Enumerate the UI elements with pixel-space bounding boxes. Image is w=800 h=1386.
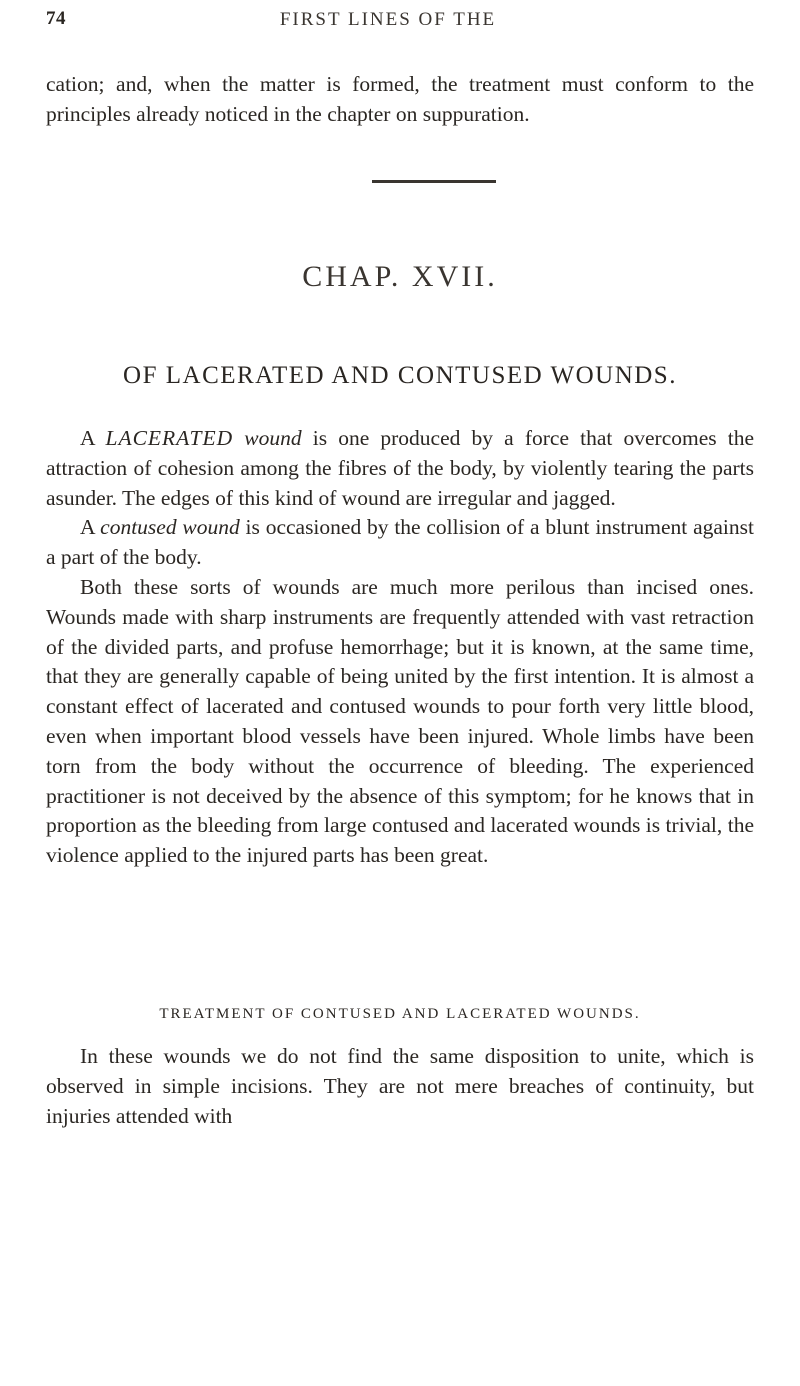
term-contused: contused wound (100, 515, 240, 540)
term-lacerated: LACERATED (105, 426, 234, 450)
paragraph-treatment: In these wounds we do not find the same disposition to unite, which is observed in simple incisions. They are not mere breaches of continuity, but injuries attended with (46, 1044, 754, 1128)
page-number: 74 (46, 8, 66, 29)
intro-text (46, 70, 754, 130)
intro-paragraph: cation; and, when the matter is formed, the treatment must conform to the principles already noticed in the chapter on suppuration. (46, 72, 754, 126)
paragraph-perilous: Both these sorts of wounds are much more perilous than incised ones. Wounds made with sharp instruments are frequently attended with vast retraction of the divided parts, and profuse hemorrhage; but it is known, at the same time, that they are generally capable of being united by the first intention. It is almost a constant effect of lacerated and contused wounds to pour forth very little blood, even when important blood vessels have been injured. Whole limbs have been torn from the body without the occurrence of bleeding. The experienced practitioner is not deceived by the absence of this symptom; for he knows that in proportion as the bleeding from large contused and lacerated wounds is trivial, the violence applied to the injured parts has been great. (46, 574, 754, 868)
running-head: FIRST LINES OF THE (279, 9, 497, 30)
paragraph-contused: A contused wound is occasioned by the collision of a blunt instrument against a part of the body. (46, 515, 754, 570)
subsection-heading: TREATMENT OF CONTUSED AND LACERATED WOUNDS. (159, 1006, 641, 1022)
section-divider (372, 180, 496, 183)
page-header (46, 8, 730, 42)
subsection-body (46, 1042, 754, 1131)
chapter-title: OF LACERATED AND CONTUSED WOUNDS. (123, 362, 677, 389)
paragraph-lacerated: A LACERATED wound is one produced by a force that overcomes the attraction of cohesion among the fibres of the body, by violently tearing the parts asunder. The edges of this kind of wound are irregular and jagged. (46, 426, 755, 510)
chapter-number: CHAP. XVII. (302, 260, 498, 293)
chapter-body (46, 424, 754, 871)
